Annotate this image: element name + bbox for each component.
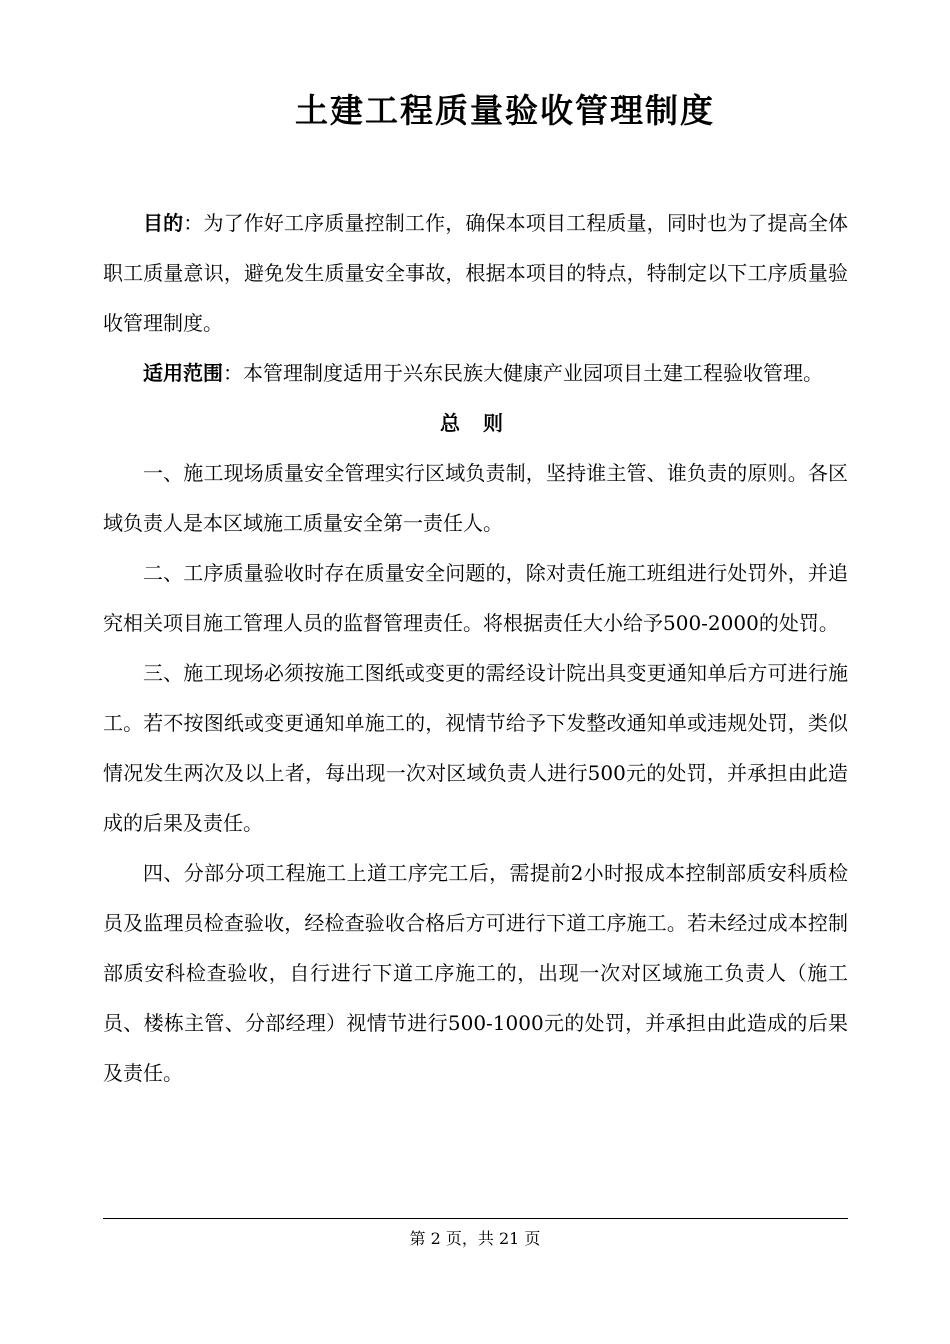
page-number: 第 2 页，共 21 页: [409, 1229, 541, 1248]
document-body: [103, 198, 848, 1098]
clause-paragraph: 四、分部分项工程施工上道工序完工后，需提前2小时报成本控制部质安科质检员及监理员检查验收，经检查验收合格后方可进行下道工序施工。若未经过成本控制部质安科检查验收，自行进行下道工序施工的，出现一次对区域施工负责人（施工员、楼栋主管、分部经理）视情节进行500-1000元的处罚，并承担由此造成的后果及责任。: [103, 861, 848, 1085]
document-title: 土建工程质量验收管理制度: [295, 91, 715, 130]
purpose-text: ：为了作好工序质量控制工作，确保本项目工程质量，同时也为了提高全体职工质量意识，避免发生质量安全事故，根据本项目的特点，特制定以下工序质量验收管理制度。: [103, 211, 849, 335]
scope-paragraph: [103, 348, 848, 398]
purpose-paragraph: [103, 198, 848, 348]
scope-label: 适用范围: [143, 361, 223, 385]
clause-paragraph: 二、工序质量验收时存在质量安全问题的，除对责任施工班组进行处罚外，并追究相关项目施工管理人员的监督管理责任。将根据责任大小给予500-2000的处罚。: [103, 561, 848, 635]
clause-paragraph: 一、施工现场质量安全管理实行区域负责制，坚持谁主管、谁负责的原则。各区域负责人是本区域施工质量安全第一责任人。: [103, 461, 848, 535]
scope-text: ：本管理制度适用于兴东民族大健康产业园项目土建工程验收管理。: [223, 361, 823, 385]
purpose-label: 目的: [143, 211, 184, 235]
clause-paragraph: 三、施工现场必须按施工图纸或变更的需经设计院出具变更通知单后方可进行施工。若不按图纸或变更通知单施工的，视情节给予下发整改通知单或违规处罚，类似情况发生两次及以上者，每出现一次对区域负责人进行500元的处罚，并承担由此造成的后果及责任。: [103, 661, 848, 835]
footer-divider: [103, 1218, 848, 1219]
general-heading: 总 则: [440, 411, 511, 435]
